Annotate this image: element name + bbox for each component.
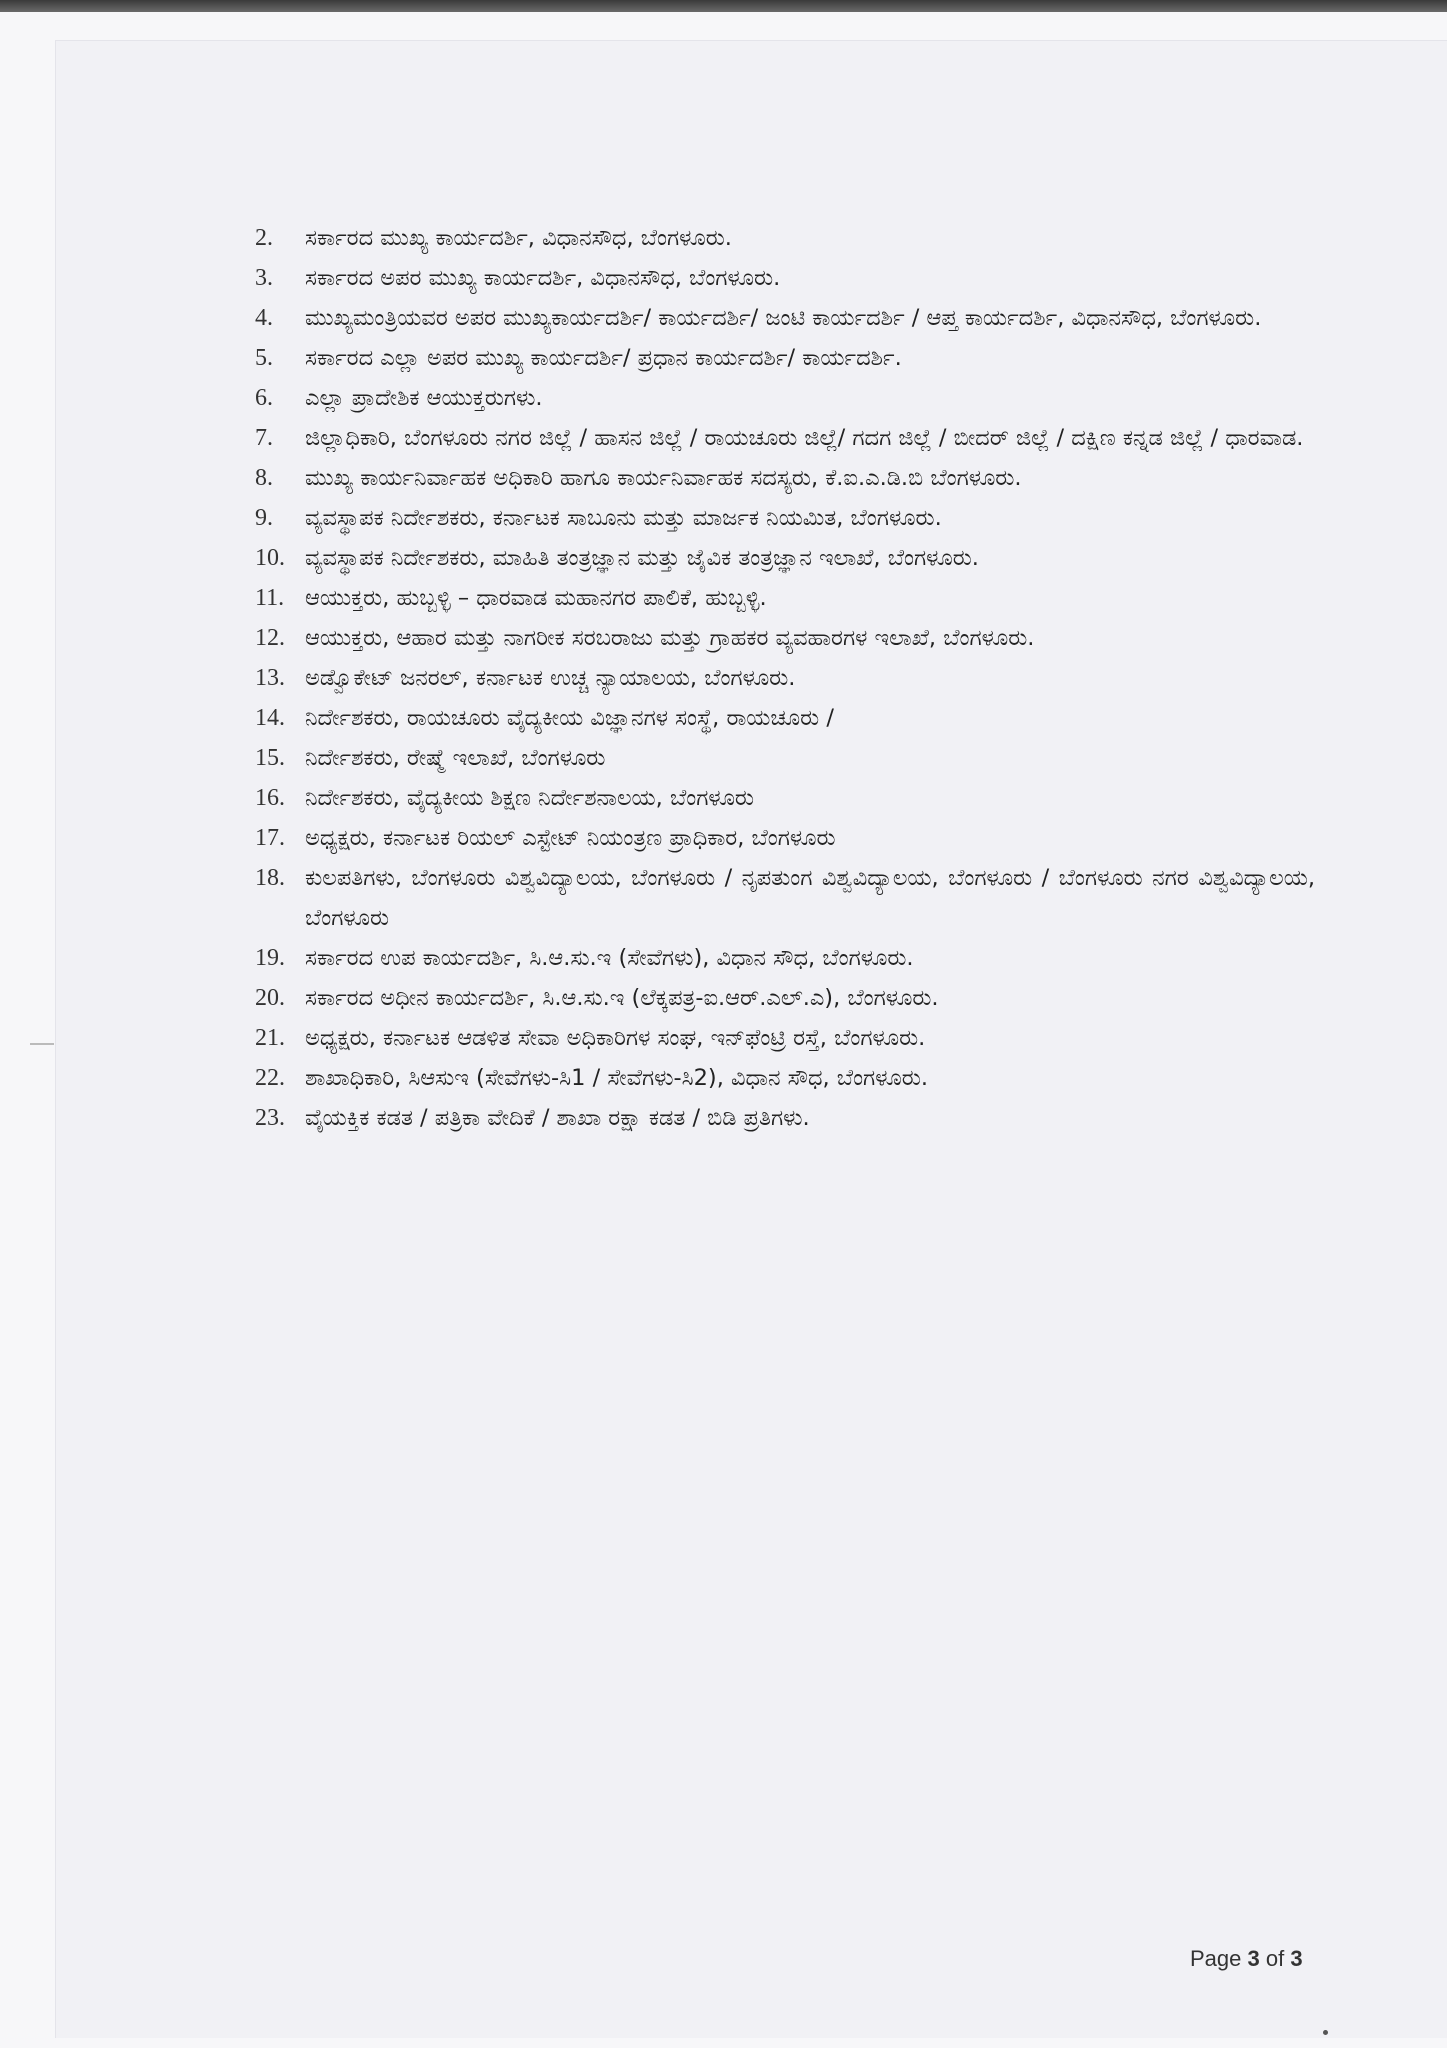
item-text: ಜಿಲ್ಲಾಧಿಕಾರಿ, ಬೆಂಗಳೂರು ನಗರ ಜಿಲ್ಲೆ / ಹಾಸನ ಜಿಲ್ಲೆ / ರಾಯಚೂರು ಜಿಲ್ಲೆ/ ಗದಗ ಜಿಲ್ಲೆ / ಬೀದರ್ ಜಿಲ್ಲೆ / ದಕ್ಷಿಣ ಕನ್ನಡ ಜಿಲ್ಲೆ / ಧಾರವಾಡ. [305,425,1304,451]
list-item [255,538,1315,578]
list-item [255,658,1315,698]
item-text: ವೈಯಕ್ತಿಕ ಕಡತ / ಪತ್ರಿಕಾ ವೇದಿಕೆ / ಶಾಖಾ ರಕ್ಷಾ ಕಡತ / ಬಿಡಿ ಪ್ರತಿಗಳು. [305,1105,810,1131]
list-item [255,338,1315,378]
item-number: 2. [255,225,273,251]
item-number: 15. [255,745,285,771]
list-item [255,498,1315,538]
scan-top-edge [0,0,1447,12]
item-number: 4. [255,305,273,331]
item-text: ಎಲ್ಲಾ ಪ್ರಾದೇಶಿಕ ಆಯುಕ್ತರುಗಳು. [305,385,543,411]
page-number [1190,1946,1303,1972]
item-text: ನಿರ್ದೇಶಕರು, ವೈದ್ಯಕೀಯ ಶಿಕ್ಷಣ ನಿರ್ದೇಶನಾಲಯ, ಬೆಂಗಳೂರು [305,785,754,811]
item-text: ಅಧ್ಯಕ್ಷರು, ಕರ್ನಾಟಕ ಆಡಳಿತ ಸೇವಾ ಅಧಿಕಾರಿಗಳ ಸಂಘ, ಇನ್‌ಫೆಂಟ್ರಿ ರಸ್ತೆ, ಬೆಂಗಳೂರು. [305,1025,926,1051]
item-number: 23. [255,1105,285,1131]
item-text: ಕುಲಪತಿಗಳು, ಬೆಂಗಳೂರು ವಿಶ್ವವಿದ್ಯಾಲಯ, ಬೆಂಗಳೂರು / ನೃಪತುಂಗ ವಿಶ್ವವಿದ್ಯಾಲಯ, ಬೆಂಗಳೂರು / ಬೆಂಗಳೂರು ನಗರ ವಿಶ್ವವಿದ್ಯಾಲಯ, ಬೆಂಗಳೂರು [305,865,1315,931]
item-number: 13. [255,665,285,691]
item-number: 18. [255,865,285,891]
item-number: 6. [255,385,273,411]
page-of: of [1259,1946,1291,1971]
item-text: ಸರ್ಕಾರದ ಎಲ್ಲಾ ಅಪರ ಮುಖ್ಯ ಕಾರ್ಯದರ್ಶಿ/ ಪ್ರಧಾನ ಕಾರ್ಯದರ್ಶಿ/ ಕಾರ್ಯದರ್ಶಿ. [305,345,902,371]
list-item [255,778,1315,818]
item-number: 10. [255,545,285,571]
scan-dot [1323,2030,1328,2035]
item-text: ಅಡ್ವೊಕೇಟ್ ಜನರಲ್, ಕರ್ನಾಟಕ ಉಚ್ಚ ನ್ಯಾಯಾಲಯ, ಬೆಂಗಳೂರು. [305,665,796,691]
list-item [255,578,1315,618]
item-text: ಮುಖ್ಯ ಕಾರ್ಯನಿರ್ವಾಹಕ ಅಧಿಕಾರಿ ಹಾಗೂ ಕಾರ್ಯನಿರ್ವಾಹಕ ಸದಸ್ಯರು, ಕೆ.ಐ.ಎ.ಡಿ.ಬಿ ಬೆಂಗಳೂರು. [305,465,1022,491]
item-number: 19. [255,945,285,971]
item-text: ವ್ಯವಸ್ಥಾಪಕ ನಿರ್ದೇಶಕರು, ಮಾಹಿತಿ ತಂತ್ರಜ್ಞಾನ ಮತ್ತು ಜೈವಿಕ ತಂತ್ರಜ್ಞಾನ ಇಲಾಖೆ, ಬೆಂಗಳೂರು. [305,545,979,571]
item-text: ವ್ಯವಸ್ಥಾಪಕ ನಿರ್ದೇಶಕರು, ಕರ್ನಾಟಕ ಸಾಬೂನು ಮತ್ತು ಮಾರ್ಜಕ ನಿಯಮಿತ, ಬೆಂಗಳೂರು. [305,505,942,531]
item-number: 14. [255,705,285,731]
item-text: ಅಧ್ಯಕ್ಷರು, ಕರ್ನಾಟಕ ರಿಯಲ್ ಎಸ್ಟೇಟ್ ನಿಯಂತ್ರಣ ಪ್ರಾಧಿಕಾರ, ಬೆಂಗಳೂರು [305,825,836,851]
item-text: ಸರ್ಕಾರದ ಅಧೀನ ಕಾರ್ಯದರ್ಶಿ, ಸಿ.ಆ.ಸು.ಇ (ಲೆಕ್ಕಪತ್ರ-ಐ.ಆರ್.ಎಲ್.ಎ), ಬೆಂಗಳೂರು. [305,985,939,1011]
list-item [255,1058,1315,1098]
item-text: ಶಾಖಾಧಿಕಾರಿ, ಸಿಆಸುಇ (ಸೇವೆಗಳು-ಸಿ1 / ಸೇವೆಗಳು-ಸಿ2), ವಿಧಾನ ಸೌಧ, ಬೆಂಗಳೂರು. [305,1065,929,1091]
list-item [255,258,1315,298]
item-number: 3. [255,265,273,291]
item-text: ಸರ್ಕಾರದ ಮುಖ್ಯ ಕಾರ್ಯದರ್ಶಿ, ವಿಧಾನಸೌಧ, ಬೆಂಗಳೂರು. [305,225,732,251]
item-number: 7. [255,425,273,451]
list-item [255,858,1315,938]
item-text: ಮುಖ್ಯಮಂತ್ರಿಯವರ ಅಪರ ಮುಖ್ಯಕಾರ್ಯದರ್ಶಿ/ ಕಾರ್ಯದರ್ಶಿ/ ಜಂಟಿ ಕಾರ್ಯದರ್ಶಿ / ಆಪ್ತ ಕಾರ್ಯದರ್ಶಿ, ವಿಧಾನಸೌಧ, ಬೆಂಗಳೂರು. [305,305,1262,331]
page-label: Page [1190,1946,1248,1971]
list-item [255,1098,1315,1138]
total-pages: 3 [1290,1946,1303,1971]
current-page: 3 [1247,1946,1260,1971]
item-number: 9. [255,505,273,531]
item-text: ಸರ್ಕಾರದ ಉಪ ಕಾರ್ಯದರ್ಶಿ, ಸಿ.ಆ.ಸು.ಇ (ಸೇವೆಗಳು), ವಿಧಾನ ಸೌಧ, ಬೆಂಗಳೂರು. [305,945,914,971]
item-number: 17. [255,825,285,851]
list-item [255,818,1315,858]
list-item [255,978,1315,1018]
list-item [255,698,1315,738]
item-number: 16. [255,785,285,811]
item-number: 21. [255,1025,285,1051]
list-item [255,1018,1315,1058]
item-text: ಆಯುಕ್ತರು, ಆಹಾರ ಮತ್ತು ನಾಗರೀಕ ಸರಬರಾಜು ಮತ್ತು ಗ್ರಾಹಕರ ವ್ಯವಹಾರಗಳ ಇಲಾಖೆ, ಬೆಂಗಳೂರು. [305,625,1035,651]
item-number: 12. [255,625,285,651]
list-item [255,218,1315,258]
item-number: 8. [255,465,273,491]
scan-mark [30,1043,54,1045]
list-item [255,738,1315,778]
list-item [255,418,1315,458]
list-item [255,458,1315,498]
item-number: 5. [255,345,273,371]
list-item [255,298,1315,338]
distribution-list [255,218,1315,1138]
item-text: ಸರ್ಕಾರದ ಅಪರ ಮುಖ್ಯ ಕಾರ್ಯದರ್ಶಿ, ವಿಧಾನಸೌಧ, ಬೆಂಗಳೂರು. [305,265,781,291]
list-item [255,938,1315,978]
item-number: 20. [255,985,285,1011]
item-number: 22. [255,1065,285,1091]
item-text: ನಿರ್ದೇಶಕರು, ರೇಷ್ಮೆ ಇಲಾಖೆ, ಬೆಂಗಳೂರು [305,745,606,771]
item-text: ಆಯುಕ್ತರು, ಹುಬ್ಬಳ್ಳಿ – ಧಾರವಾಡ ಮಹಾನಗರ ಪಾಲಿಕೆ, ಹುಬ್ಬಳ್ಳಿ. [305,585,767,611]
list-item [255,618,1315,658]
list-item [255,378,1315,418]
item-number: 11. [255,585,285,611]
item-text: ನಿರ್ದೇಶಕರು, ರಾಯಚೂರು ವೈದ್ಯಕೀಯ ವಿಜ್ಞಾನಗಳ ಸಂಸ್ಥೆ, ರಾಯಚೂರು / [305,705,834,731]
